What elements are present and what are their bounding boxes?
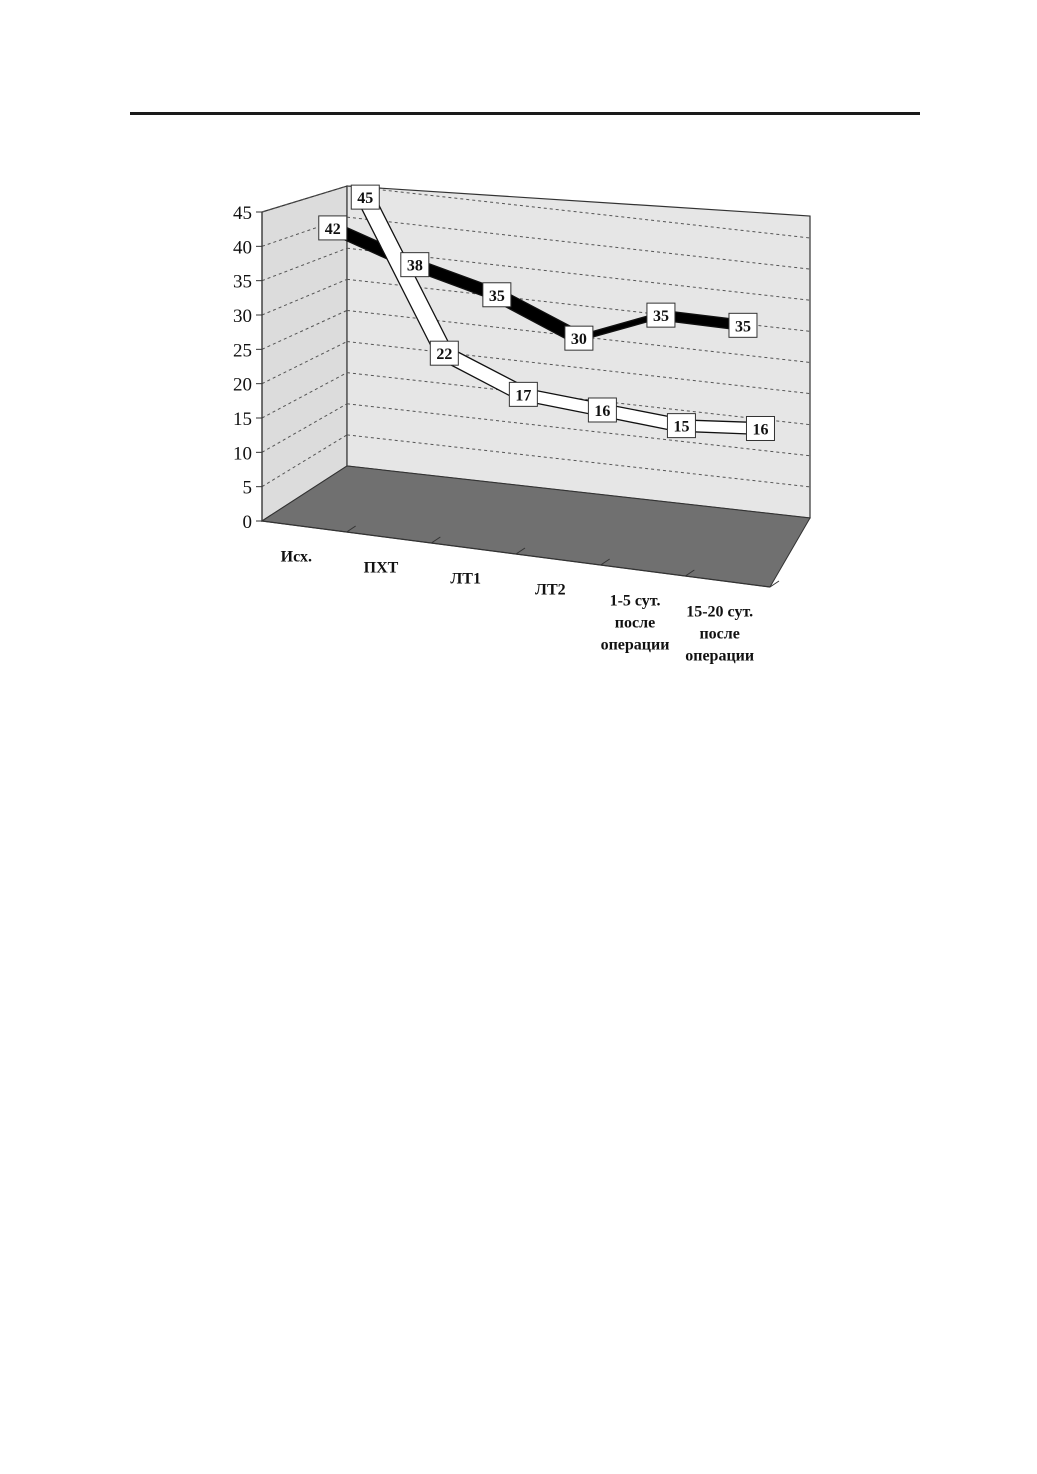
- y-tick-label: 0: [242, 512, 252, 533]
- x-category-label: 1-5 сут.: [609, 592, 661, 610]
- series-2-data-label: 15: [673, 418, 690, 436]
- y-tick-label: 10: [233, 443, 252, 465]
- line-chart-3d: [0, 0, 1037, 720]
- series-2-data-label: 22: [436, 346, 453, 364]
- series-1-data-label: 42: [324, 220, 341, 238]
- y-tick-label: 25: [233, 340, 252, 362]
- series-1-data-label: 38: [406, 257, 423, 275]
- y-tick-label: 20: [233, 374, 252, 396]
- x-category-label: ПХТ: [363, 559, 399, 577]
- series-1-data-label: 35: [734, 318, 751, 336]
- x-category-label: операции: [685, 647, 755, 665]
- series-1-data-label: 35: [652, 308, 669, 326]
- series-2-data-label: 16: [594, 402, 611, 420]
- x-category-label: 15-20 сут.: [686, 603, 754, 621]
- series-2-data-label: 17: [515, 387, 532, 405]
- x-category-label: Исх.: [280, 548, 313, 566]
- y-tick-label: 5: [242, 477, 252, 499]
- x-category-label: ЛТ2: [535, 581, 566, 599]
- y-tick-label: 15: [233, 409, 252, 430]
- x-category-label: операции: [600, 636, 670, 654]
- series-2-data-label: 16: [752, 421, 769, 439]
- x-category-label: после: [614, 614, 656, 632]
- series-1-data-label: 30: [570, 331, 587, 349]
- y-tick-label: 45: [233, 203, 252, 224]
- series-1-data-label: 35: [488, 287, 505, 305]
- y-tick-label: 35: [233, 271, 252, 293]
- series-2-data-label: 45: [357, 190, 374, 208]
- back-wall: [347, 186, 810, 518]
- y-tick-label: 40: [233, 237, 252, 259]
- x-category-label: ЛТ1: [450, 570, 481, 588]
- x-category-label: после: [699, 625, 740, 643]
- y-tick-label: 30: [233, 306, 252, 327]
